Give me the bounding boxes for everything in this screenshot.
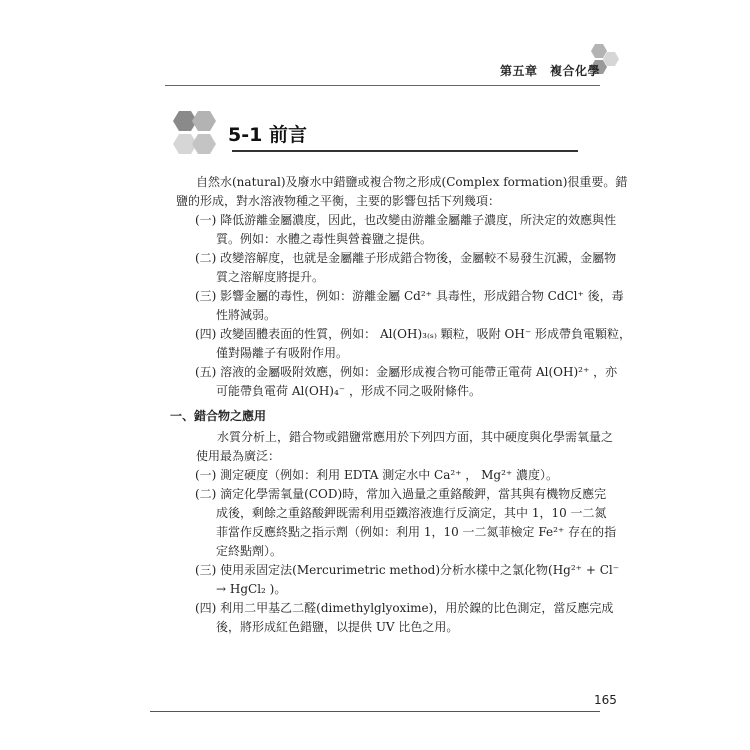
list-item: (一) 降低游離金屬濃度，因此，也改變由游離金屬離子濃度，所決定的效應與性 [195,213,617,227]
title-hexagon-decoration [165,108,227,160]
list-item-continuation: 可能帶負電荷 Al(OH)₄⁻ ，形成不同之吸附條件。 [216,384,481,398]
hexagon-shape [603,52,619,66]
list-item-continuation: 質。例如：水體之毒性與營養鹽之提供。 [216,232,433,246]
list-item-continuation: 成後，剩餘之重鉻酸鉀既需利用亞鐵溶液進行反滴定，其中 1，10 一二氮 [216,506,607,520]
hexagon-shape [591,44,607,58]
list-item: (四) 改變固體表面的性質，例如： Al(OH)₃₍ₛ₎ 顆粒，吸附 OH⁻ 形成帶負電顆粒， [195,327,631,341]
header-rule [165,85,600,86]
list-item-continuation: 質之溶解度將提升。 [216,270,325,284]
footer-rule [150,711,600,712]
hexagon-shape [192,111,216,131]
page-number: 165 [594,693,617,707]
intro-line: 自然水(natural)及廢水中錯鹽或複合物之形成(Complex formation)很重要。錯 [196,175,628,189]
list-item: (三) 使用汞固定法(Mercurimetric method)分析水樣中之氯化物(Hg²⁺ + Cl⁻ [195,563,620,577]
list-item-continuation: 菲當作反應終點之指示劑（例如：利用 1，10 一二氮菲檢定 Fe²⁺ 存在的指 [216,525,617,539]
hexagon-shape [192,134,216,154]
list-item-continuation: → HgCl₂ )。 [216,582,287,596]
section-title: 5-1 前言 [228,124,307,146]
list-item: (四) 利用二甲基乙二醛(dimethylglyoxime)，用於鎳的比色測定，當反應完成 [195,601,614,615]
list-item: (五) 溶液的金屬吸附效應，例如：金屬形成複合物可能帶正電荷 Al(OH)²⁺ ，亦 [195,365,618,379]
section-paragraph-line: 水質分析上，錯合物或錯鹽常應用於下列四方面，其中硬度與化學需氧量之 [217,430,614,444]
list-item: (三) 影響金屬的毒性，例如：游離金屬 Cd²⁺ 具毒性，形成錯合物 CdCl⁺ 後，毒 [195,289,624,303]
list-item: (一) 測定硬度（例如：利用 EDTA 測定水中 Ca²⁺ ， Mg²⁺ 濃度）。 [195,468,559,482]
title-rule [232,150,578,152]
list-item-continuation: 定終點劑）。 [216,544,283,558]
list-item-continuation: 後，將形成紅色錯鹽，以提供 UV 比色之用。 [216,620,459,634]
chapter-header: 第五章 複合化學 [500,64,601,78]
list-item: (二) 改變溶解度，也就是金屬離子形成錯合物後，金屬較不易發生沉澱，金屬物 [195,251,617,265]
intro-line: 鹽的形成，對水溶液物種之平衡，主要的影響包括下列幾項： [176,194,501,208]
section-paragraph-line: 使用最為廣泛： [196,449,281,463]
list-item: (二) 滴定化學需氧量(COD)時，常加入過量之重鉻酸鉀，當其與有機物反應完 [195,487,607,501]
list-item-continuation: 僅對陽離子有吸附作用。 [216,346,349,360]
section-heading: 一、錯合物之應用 [170,409,267,423]
list-item-continuation: 性將減弱。 [216,308,277,322]
